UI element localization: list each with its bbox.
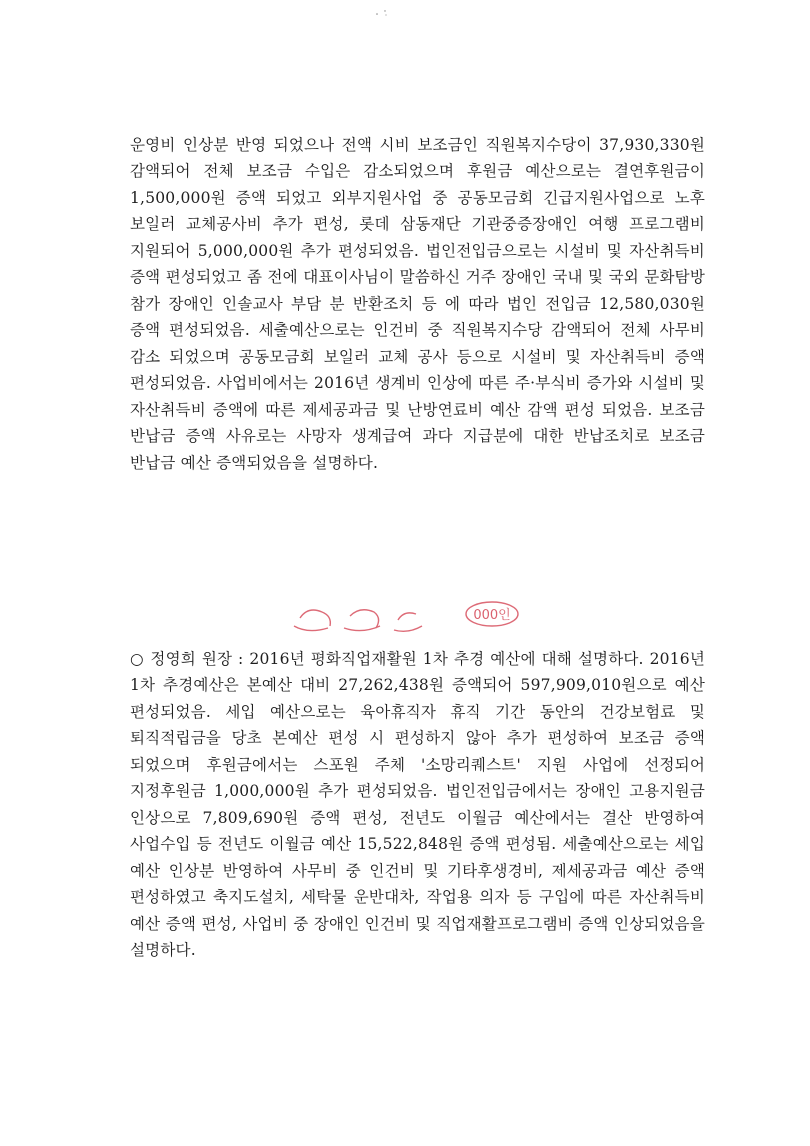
paragraph-budget-summary: 운영비 인상분 반영 되었으나 전액 시비 보조금인 직원복지수당이 37,930,330원 감액되어 전체 보조금 수입은 감소되었으며 후원금 예산으로는 결연후원금이 1,500,000원 증액 되었고 외부지원사업 중 공동모금회 긴급지원사업으로 노후 보일러 교체공사비 추가 편성, 롯데 삼동재단 기관중증장애인 여행 프로그램비 지원되어 5,000,000원 추가 편성되었음. 법인전입금으로는 시설비 및 자산취득비 증액 편성되었고 좀 전에 대표이사님이 말씀하신 거주 장애인 국내 및 국외 문화탐방 참가 장애인 인솔교사 부담 분 반환조치 등 에 따라 법인 전입금 12,580,030원 증액 편성되었음. 세출예산으로는 인건비 중 직원복지수당 감액되어 전체 사무비 감소 되었으며 공동모금회 보일러 교체 공사 등으로 시설비 및 자산취득비 증액 편성되었음. 사업비에서는 2016년 생계비 인상에 따른 주·부식비 증가와 시설비 및 자산취득비 증액에 따른 제세공과금 및 난방연료비 예산 감액 편성 되었음. 보조금 반납금 증액 사유로는 사망자 생계급여 과다 지급분에 대한 반납조치로 보조금 반납금 예산 증액되었음을 설명하다.	[130, 135, 705, 472]
paragraph-director-report: ○ 정영희 원장 : 2016년 평화직업재활원 1차 추경 예산에 대해 설명하다. 2016년 1차 추경예산은 본예산 대비 27,262,438원 증액되어 597,909,010원으로 예산 편성되었음. 세입 예산으로는 육아휴직자 휴직 기간 동안의 건강보험료 및 퇴직적립금을 당초 본예산 편성 시 편성하지 않아 추가 편성하여 보조금 증액 되었으며 후원금에서는 스포원 주체 '소망리퀘스트' 지원 사업에 선정되어 지정후원금 1,000,000원 추가 편성되었음. 법인전입금에서는 장애인 고용지원금 인상으로 7,809,690원 증액 편성, 전년도 이월금 예산에서는 결산 반영하여 사업수입 등 전년도 이월금 예산 15,522,848원 증액 편성됨. 세출예산으로는 세입 예산 인상분 반영하여 사무비 중 인건비 및 기타후생경비, 제세공과금 예산 증액 편성하였고 축지도설치, 세탁물 운반대차, 작업용 의자 등 구입에 따른 자산취득비 예산 증액 편성, 사업비 중 장애인 인건비 및 직업재활프로그램비 증액 인상되었음을 설명하다.	[130, 649, 705, 959]
scan-speck-icon	[374, 8, 394, 18]
stamp-text: 000인	[473, 608, 511, 623]
seal-stamps-icon	[280, 598, 550, 638]
